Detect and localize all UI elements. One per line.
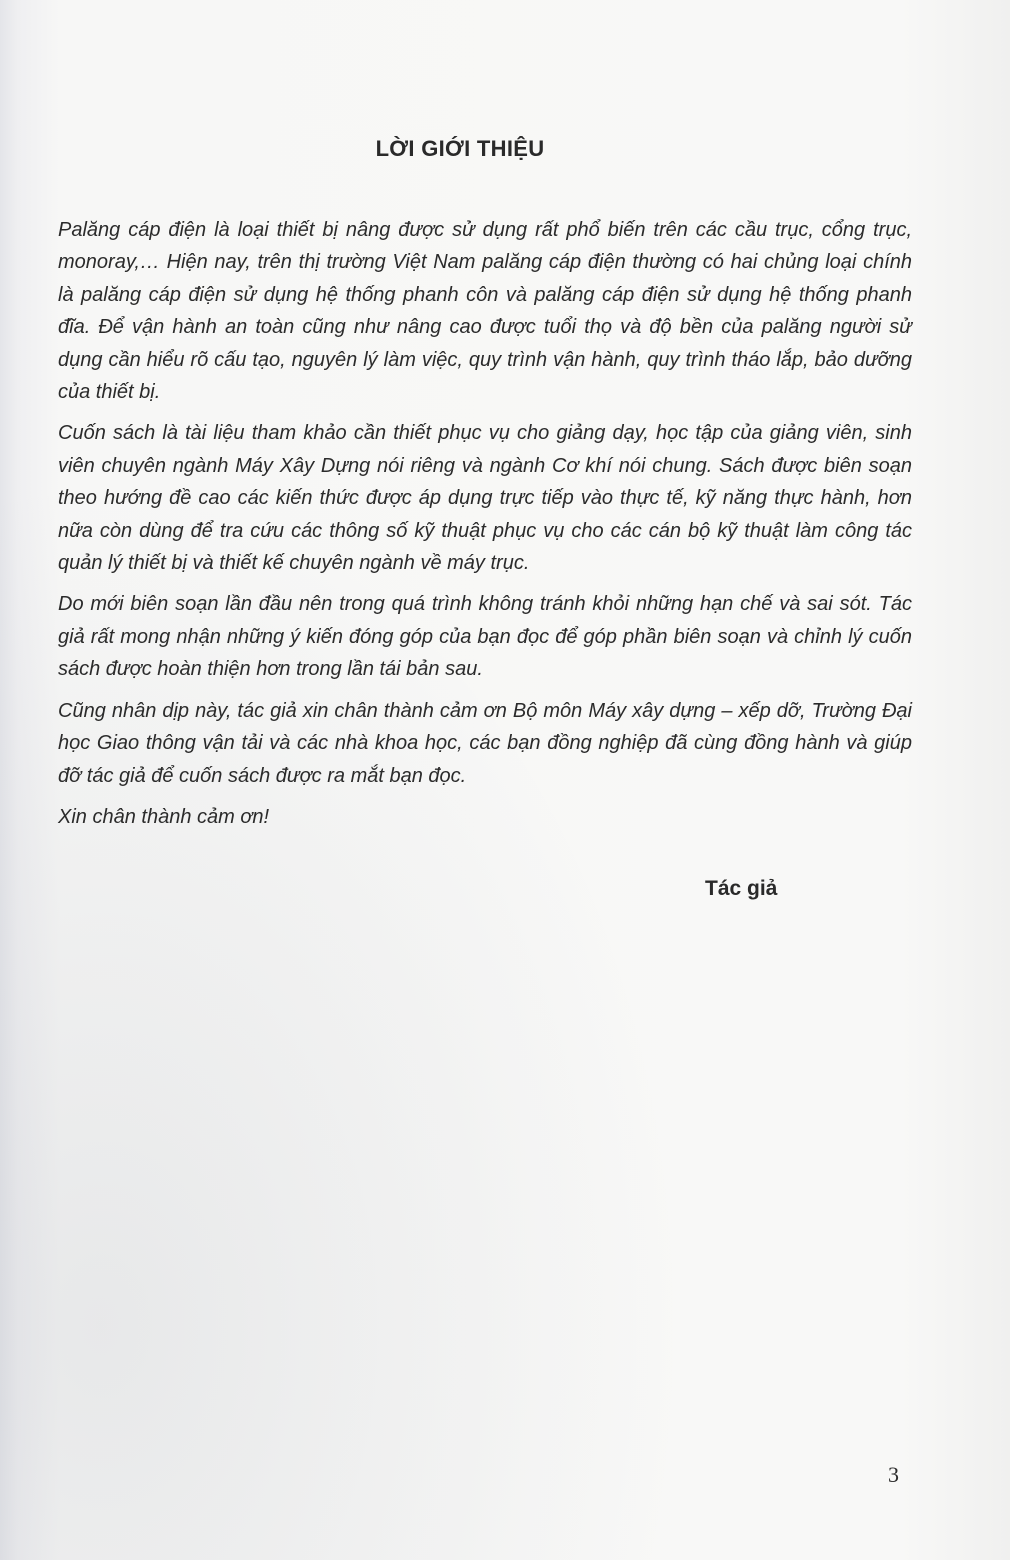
page-number: 3 bbox=[888, 1462, 899, 1487]
paragraph-intro: Palăng cáp điện là loại thiết bị nâng được sử dụng rất phổ biến trên các cầu trục, cổng trục, monoray,… Hiện nay, trên thị trường Việt Nam palăng cáp điện thường có hai chủng loại chính là palăng cáp điện sử dụng hệ thống phanh côn và palăng cáp điện sử dụng hệ thống phanh đĩa. Để vận hành an toàn cũng như nâng cao được tuổi thọ và độ bền của palăng người sử dụng cần hiểu rõ cấu tạo, nguyên lý làm việc, quy trình vận hành, quy trình tháo lắp, bảo dưỡng của thiết bị. bbox=[58, 219, 912, 404]
closing-line: Xin chân thành cảm ơn! bbox=[58, 805, 270, 828]
paragraph-acknowledgement: Cũng nhân dịp này, tác giả xin chân thành cảm ơn Bộ môn Máy xây dựng – xếp dỡ, Trường Đại học Giao thông vận tải và các nhà khoa học, các bạn đồng nghiệp đã cùng đồng hành và giúp đỡ tác giả để cuốn sách được ra mắt bạn đọc. bbox=[58, 699, 912, 787]
page-title: LỜI GIỚI THIỆU bbox=[375, 136, 545, 161]
paragraph-purpose: Cuốn sách là tài liệu tham khảo cần thiết phục vụ cho giảng dạy, học tập của giảng viên, sinh viên chuyên ngành Máy Xây Dựng nói riêng và ngành Cơ khí nói chung. Sách được biên soạn theo hướng đề cao các kiến thức được áp dụng trực tiếp vào thực tế, kỹ năng thực hành, hơn nữa còn dùng để tra cứu các thông số kỹ thuật phục vụ cho các cán bộ kỹ thuật làm công tác quản lý thiết bị và thiết kế chuyên ngành về máy trục. bbox=[58, 422, 912, 575]
paragraph-feedback: Do mới biên soạn lần đầu nên trong quá trình không tránh khỏi những hạn chế và sai sót. Tác giả rất mong nhận những ý kiến đóng góp của bạn đọc để góp phần biên soạn và chỉnh lý cuốn sách được hoàn thiện hơn trong lần tái bản sau. bbox=[58, 593, 912, 681]
preface-body bbox=[58, 214, 912, 842]
author-signature: Tác giả bbox=[705, 877, 778, 900]
